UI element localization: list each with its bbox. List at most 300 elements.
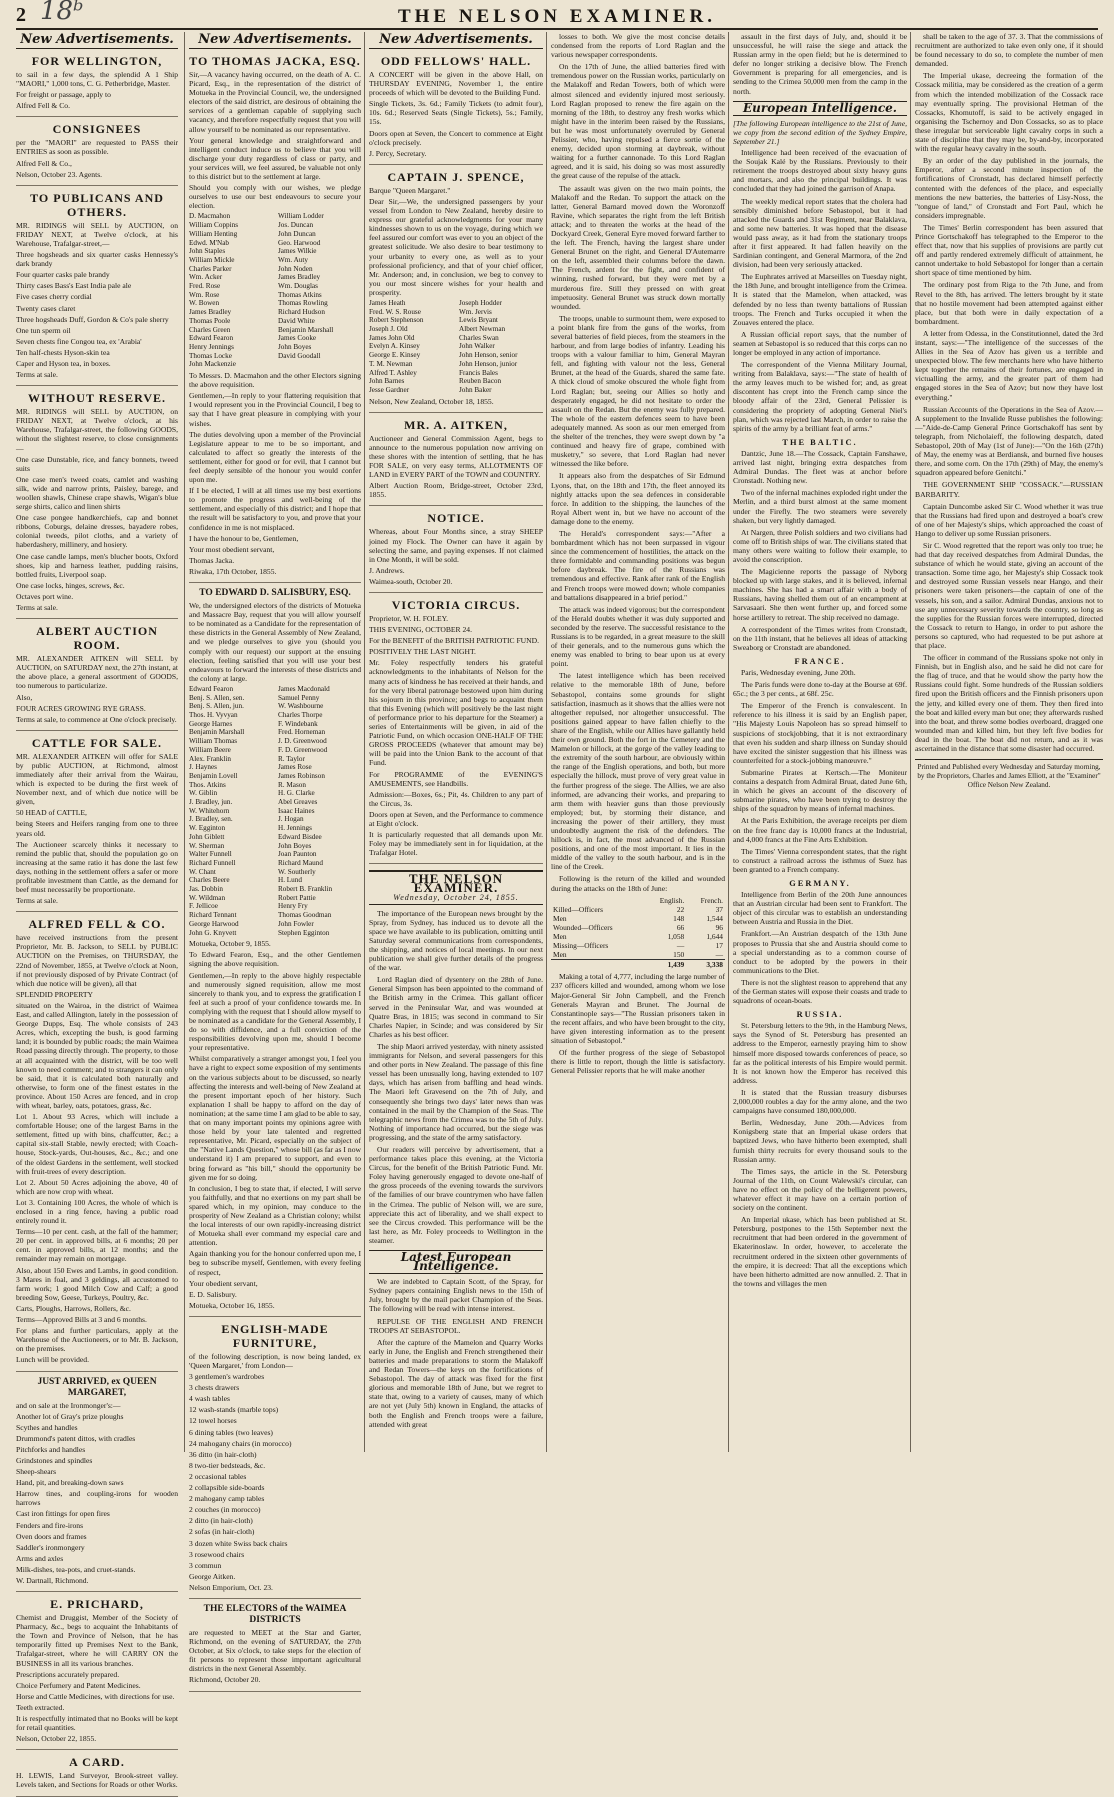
ad-line: For the BENEFIT of the BRITISH PATRIOTIC FUND. <box>369 636 540 646</box>
ad-line: per the "MAORI" are requested to PASS their ENTRIES as soon as possible. <box>16 138 178 157</box>
signatory-name: Edward Fearon <box>189 684 234 693</box>
ad-line: Teeth extracted. <box>16 1702 65 1712</box>
advertisement <box>189 1602 361 1692</box>
paragraph: A correspondent of the Times writes from Cronstadt, on the 11th instant, that he believes all ideas of attacking Sweaborg or Cronstadt are abandoned. <box>733 624 907 652</box>
casualty-total-cell: 3,338 <box>686 960 725 970</box>
paragraph: After the capture of the Mamelon and Quarry Works early in June, the English and French strengthened their batteries and made preparations to storm the Malakoff and Redan Towers—the keys on the fortifications of Sebastopol. The day of attack was fixed for the first glorious and memorable 18th of June, but we regret to state that, owing to a variety of causes, many of which are not yet (July 5th) known in England, the attacks of both the English and French troops were a failure, attended with great <box>369 1337 543 1429</box>
signatory-name: James Bradley <box>189 308 232 317</box>
ad-line: 2 ditto (in hair-cloth) <box>189 1516 253 1526</box>
paragraph: The attack was indeed vigorous; but the correspondent of the Herald doubts whether it was duly supported and seconded by the reserve. The successful resistance to the Russians is to be regarded, in a great measure to the skill of their generals, and to the numerous guns which the enemy was enabled to bring to bear upon us at every point. <box>551 604 725 669</box>
paragraph: Of the further progress of the siege of Sebastopol there is little to report, though the little is satisfactory. General Pelissier reports that he will make another <box>551 1048 725 1076</box>
ad-line: Should you comply with our wishes, we pledge ourselves to use our best endeavours to secure your election. <box>189 183 361 211</box>
ad-heading: MR. A. AITKEN, <box>404 417 508 432</box>
signatory-name: J. Bradley, sen. <box>189 815 233 824</box>
signatory-name: W. Wildman <box>189 893 226 902</box>
ad-heading: TO PUBLICANS AND OTHERS. <box>30 190 164 219</box>
advertisement <box>16 120 178 185</box>
paragraph: Paris, Wednesday evening, June 20th. <box>741 668 856 677</box>
advertisement <box>16 189 178 386</box>
war-report <box>551 32 725 893</box>
signatory-name: John Mackenzie <box>189 360 236 369</box>
ad-heading: ALBERT AUCTION ROOM. <box>36 624 158 653</box>
ad-line: Twenty cases claret <box>16 303 76 313</box>
advertisement <box>16 622 178 731</box>
signatory-name: John Duncan <box>278 229 316 238</box>
paragraph: The Times' Vienna correspondent states, that the right to construct a railroad across the isthmus of Suez has been granted to a French company. <box>733 846 907 874</box>
signatory-name: Jas. Dobbin <box>189 885 223 894</box>
paragraph: Intelligence from Berlin of the 20th June announces that an Austrian circular had been sent to Frankfort. The object of this circular was to establish an understanding between Austria and Russia in the Diet. <box>733 890 907 927</box>
ad-line: Harrow tines, and coupling-irons for wooden harrows <box>16 1489 178 1508</box>
ad-line: 2 mahogany camp tables <box>189 1494 265 1504</box>
casualty-cell: — <box>676 941 685 951</box>
signatory-name: George E. Kinsey <box>369 351 421 360</box>
ad-line: One case Dunstable, rice, and fancy bonnets, tweed suits <box>16 454 178 473</box>
ad-line: Fenders and fire-irons <box>16 1520 84 1530</box>
paragraph: On the 17th of June, the allied batteries fired with tremendous power on the Russian works, particularly on the Malakoff and Redan Towers, both of which were almost silenced and evidently injured most seriously. Lord Raglan proposed to renew the fire again on the morning of the 18th, to destroy any fresh works which might have in the interim been raised by the Russians, but he was most unfortunately overruled by General Pelissier, who, having repulsed a fierce sortie of the enemy, decided upon storming at daybreak, without waiting for a further cannonade. To this Lord Raglan agreed, and it is said, his doing so was most assuredly the great cause of the repulse of the attack. <box>551 62 725 181</box>
ad-line: Horse and Cattle Medicines, with directions for use. <box>16 1691 175 1701</box>
advertisement <box>16 389 178 619</box>
paragraph: At Nargen, three Polish soldiers and two civilians had come off to British ships of war. The civilians stated that many others were waiting to follow their example, to avoid the conscription. <box>733 527 907 564</box>
ad-line: 2 collapsible side-boards <box>189 1483 265 1493</box>
paragraph: A Russian official report says, that the number of seamen at Sebastopol is so reduced that this corps can no longer be employed in any action of importance. <box>733 329 907 357</box>
casualty-row <box>551 905 725 914</box>
european-body <box>733 148 907 433</box>
germany-body <box>733 890 907 1005</box>
signatory-name: John Walker <box>459 342 495 351</box>
section-heading-germany: GERMANY. <box>789 878 851 888</box>
signatory-name: Richard Tennant <box>189 911 237 920</box>
signatory-name: Wm. Acker <box>189 273 223 282</box>
paragraph: Sir C. Wood regretted that the report was only too true; he had that day received despatches from Admiral Dundas, the substance of which he would state, giving an account of the transaction. Some time ago, her Majesty's ship Cossack took and destroyed some Russian vessels near Hango, and their prisoners were taken prisoners—the captain of one of the vessels, his son, and a sailor. Admiral Dundas, anxious not to use any unnecessary severity towards the country, so long as the supplies for the Russian forces were interrupted, directed the Cossack to return to Hango, in order to put ashore the persons so captured, who had requested to be put ashore at that place. <box>915 540 1103 650</box>
column-heading: New Advertisements. <box>189 32 361 49</box>
casualty-header-cell: French. <box>700 895 723 905</box>
ad-line: Thomas Jacka. <box>189 555 235 565</box>
ad-line: are requested to MEET at the Star and Garter, Richmond, on the evening of SATURDAY, the 27th October, at Six o'clock, to take steps for the election of fit persons to represent those important agricultural districts in the next General Assembly. <box>189 1627 361 1674</box>
signatory-name: Henry Fry <box>278 902 308 911</box>
casualty-cell: 66 <box>676 922 685 932</box>
paragraph: The officer in command of the Russians spoke not only in Finnish, but in English also, and he said he did not care for the flag of truce, and that he would show the party how the Russians could fight. Some hundreds of the Russian soldiers fired upon the British officers and the Finnish prisoners upon the jetty, and killed every one of them. They then fired into the boat and killed every man but one; they afterwards rushed into the boat, and threw some bodies overboard, dragged one wounded man and killed him, but they left five bodies for dead in the boat. The boat did not return, and as it was ascertained in the distance that some disaster had occurred. <box>915 653 1103 754</box>
paragraph: At the Paris Exhibition, the average receipts per diem on the free franc day is 10,000 francs at the Industrial, and 4,000 francs at the Fine Arts Exhibition. <box>733 816 907 844</box>
imprint-footer: Printed and Published every Wednesday and Saturday morning, by the Proprietors, Charles and James Elliott, at the "Examiner" Office Nelson New Zealand. <box>915 759 1103 789</box>
ad-heading: ALFRED FELL & CO. <box>28 917 166 932</box>
ad-line: Pitchforks and handles <box>16 1444 86 1454</box>
ad-line: 12 wash-stands (marble tops) <box>189 1405 279 1415</box>
paragraph: THE GOVERNMENT SHIP "COSSACK."—RUSSIAN BARBARITY. <box>915 480 1103 499</box>
advertisement <box>16 915 178 1371</box>
ad-line: George Aitken. <box>189 1571 236 1581</box>
ad-heading: TO EDWARD D. SALISBURY, ESQ. <box>199 588 351 599</box>
ad-line: 36 ditto (in hair-cloth) <box>189 1449 257 1459</box>
signatory-name: William Coppins <box>189 221 239 230</box>
signatory-name: Alfred T. Ashley <box>369 368 417 377</box>
signatory-name: Jos. Duncan <box>278 221 314 230</box>
paragraph: Making a total of 4,777, including the large number of 237 officers killed and wounded, among whom we lose Major-General Sir John Campbell, and the French Generals Mayran and Brunet. The Journal de Constantinople says—"The Russian prisoners taken in the recent affairs, and who have been brought to the city, have given interesting information as to the present situation of Sebastopol." <box>551 972 725 1046</box>
paragraph: A letter from Odessa, in the Constitutionnel, dated the 3rd instant, says:—"The intelligence of the successes of the Allies in the Sea of Azov has given us a terrible and unexpected blow. The few merchants here who have hitherto kept together the remains of their fortunes, are engaged in victualling the army, and the greater part of them had engaged stores in the Sea of Azov; but now they have lost everything." <box>915 328 1103 402</box>
signatory-name: F. Jellicoe <box>189 902 218 911</box>
ad-heading: TO THOMAS JACKA, ESQ. <box>189 54 361 68</box>
column-heading: New Advertisements. <box>16 32 178 49</box>
ad-line: The duties devolving upon a member of the Provincial Legislature appear to me to be so important, and calculated to affect so greatly the interests of the settlement, either for good or for evil, that I cannot but feel deeply sensible of the honour you would confer upon me. <box>189 429 361 485</box>
advertisement <box>369 416 543 507</box>
signatory-name: F. D. Greenwood <box>278 745 328 754</box>
signatory-name: Wm. Auty <box>278 255 308 264</box>
ad-heading: ENGLISH-MADE FURNITURE, <box>221 1321 329 1350</box>
signatory-name: Thomas Poole <box>189 316 231 325</box>
signatory-name: Charles Parker <box>189 264 232 273</box>
ad-line: Nelson, October 23. Agents. <box>16 169 103 179</box>
casualty-total-row <box>551 960 725 970</box>
signatory-name: Richard Funnell <box>189 858 236 867</box>
signatory-name: John Boyes <box>278 342 312 351</box>
ad-line: Lunch will be provided. <box>16 1355 89 1365</box>
ad-line: Lot 2. About 50 Acres adjoining the above, 40 of which are now crop with wheat. <box>16 1177 178 1196</box>
casualty-cell: Wounded—Officers <box>553 922 613 932</box>
signatory-name: James Rose <box>278 763 312 772</box>
signatory-name: J. Hogan <box>278 815 304 824</box>
ad-line: Chemist and Druggist, Member of the Society of Pharmacy, &c., begs to acquaint the Inhabitants of the Town and Province of Nelson, that he has temporarily fitted up Premises Next to the Bank, Trafalgar-street, where he will CARRY ON the BUSINESS in all its various branches. <box>16 1613 178 1668</box>
ad-line: have received instructions from the present Proprietor, Mr. B. Jackson, to SELL by PUBLIC AUCTION on the Premises, on THURSDAY, the 22nd of November, 1855, at Twelve o'clock at Noon, if not previously disposed of by Private Contract (of which due notice will be given), all that <box>16 933 178 988</box>
signatory-name: Fred. Horneman <box>278 728 326 737</box>
ad-line: Barque "Queen Margaret." <box>369 185 451 195</box>
signatory-name: Thos. Atkins <box>189 780 226 789</box>
paragraph: The correspondent of the Vienna Military Journal, writing from Balaklava, says:—"The state of health of the army leaves much to be wished for; and, as great discontent has crept into the French camp since the bloody affair of the 23rd, General Pelissier is considering the propriety of adopting General Niel's plan, which was rejected last March, in order to raise the spirits of the army by a brilliant feat of arms." <box>733 360 907 433</box>
signatory-name: James Macdonald <box>278 684 330 693</box>
ad-line: Motueka, October 9, 1855. <box>189 939 271 949</box>
paragraph: The ship Maori arrived yesterday, with ninety assisted immigrants for Nelson, and several passengers for this and other ports in New Zealand. The passage of this fine vessel has been unusually long, having extended to 107 days, which has arisen from baffling and head winds. The Maori left Gravesend on the 7th of July, and consequently she brings two days' later news than was contained in the mail by the Champion of the Seas. The telegraphic news from the Crimea was to the 5th of July. Nothing of importance had occurred, but the siege was progressing, and the state of the army satisfactory. <box>369 1041 543 1142</box>
signatory-name: William Henting <box>189 229 238 238</box>
casualty-cell: Men <box>553 950 567 960</box>
signatory-name: Charles Beere <box>189 876 230 885</box>
ad-line: Terms—Approved Bills at 3 and 6 months. <box>16 1315 147 1325</box>
ad-heading: FOR WELLINGTON, <box>31 54 163 68</box>
ad-line: Grindstones and spindles <box>16 1455 93 1465</box>
ad-line: being Steers and Heifers ranging from one to three years old. <box>16 819 178 838</box>
paragraph: Following is the return of the killed and wounded during the attacks on the 18th of June: <box>551 874 725 893</box>
ad-line: Drummond's patent dittos, with cradles <box>16 1433 136 1443</box>
ad-line: If I be elected, I will at all times use my best exertions to promote the progress and well-being of the settlement, and especially of this district; and I hope that the result will be satisfactory to you, and prove that your confidence in me is not misplaced. <box>189 486 361 532</box>
paragraph: Lord Raglan died of dysentery on the 28th of June. General Simpson has been appointed to the command of the British army in the Crimea. This gallant officer served in the Peninsular War, and was wounded at Quatre Bras, in 1815; was second in command to Sir Charles Napier, in Scinde; and was considered by Sir Charles as his best officer. <box>369 975 543 1039</box>
ad-line: Terms at sale, to commence at One o'clock precisely. <box>16 714 177 724</box>
ad-line: To Edward Fearon, Esq., and the other Gentlemen signing the above requisition. <box>189 950 361 969</box>
ad-line: Three hogsheads and six quarter casks Hennessy's dark brandy <box>16 250 178 269</box>
signatory-name: Francis Bales <box>459 368 498 377</box>
ad-line: To Messrs. D. Macmahon and the other Electors signing the above requisition. <box>189 371 361 390</box>
ad-line: One case candle lamps, men's blucher boots, Oxford shoes, kip and harness leather, pudding raisins, bottled fruits, Liverpool soap. <box>16 551 178 579</box>
signatory-name: James Heath <box>369 298 406 307</box>
signatory-name: Evelyn A. Kinsey <box>369 342 420 351</box>
ad-line: H. LEWIS, Land Surveyor, Brook-street valley. Levels taken, and Sections for Roads or other Works. <box>16 1771 178 1790</box>
ad-heading: E. PRICHARD, <box>50 1597 144 1612</box>
ad-heading: THE ELECTORS of the WAIMEA DISTRICTS <box>203 1603 347 1625</box>
paragraph: The latest intelligence which has been received relative to the memorable 18th of June, before Sebastopol, contains some grounds for slight satisfaction, inasmuch as it shows that the allies were not altogether repulsed, nor altogether unsuccessful. The positions gained appear to have fallen chiefly to the share of the English, while our Allies have gallantly held their own ground. Both the fort in the Cemetery and the Mamelon or hillock, at the gorge of the valley leading to the extremity of the south harbour, are obviously within the range of the English operations, and both, but more especially the hillock, must prove of very great value in the further progress of the siege. The Allies, we are also informed, are advancing their works, and preparing to arm them with heavier guns than those previously employed; but, by storming their distance, and increasing the power of their artillery, they must undoubtedly augment the risk of the defenders. The hillock is, in fact, the most advanced of the Russian positions, and one of the most important. It lies in the middle of the valley to the south harbour, and is in the line of the Creek. <box>551 671 725 872</box>
ad-line: Sheep-shears <box>16 1467 57 1477</box>
ad-line: It is respectfully intimated that no Books will be kept for retail quantities. <box>16 1714 178 1733</box>
ad-line: Doors open at Seven, the Concert to commence at Eight o'clock precisely. <box>369 128 543 147</box>
ad-line: MR. RIDINGS will SELL by AUCTION, on FRIDAY NEXT, at Twelve o'clock, at his Warehouse, Trafalgar-street,— <box>16 220 178 248</box>
paragraph: The ordinary post from Riga to the 7th June, and from Revel to the 8th, has arrived. The letters brought by it state that no hostile movement had been attempted against either place, but that both were in daily expectation of a bombardment. <box>915 280 1103 326</box>
ad-heading: ODD FELLOWS' HALL. <box>380 54 532 68</box>
paragraph: Russian Accounts of the Operations in the Sea of Azov.—A supplement to the Invalide Russe publishes the following:—"Aide-de-Camp General Prince Gortschakoff has sent by telegraph, from Nicholaieff, the following despatch, dated Sebastopol, 20th of May (1st of June):—"On the 16th (27th) of May, the enemy was at Berdiansk, and burned five houses there, and some corn. On the 17th (29th) of May, the enemy's squadron appeared before Genitchi." <box>915 404 1103 478</box>
ad-line: 4 wash tables <box>189 1394 230 1404</box>
signatory-name: Wm. Jervis <box>459 307 492 316</box>
paragraph: The Magicienne reports the passage of Nyborg blocked up with large stakes, and it is believed, infernal machines. She has had a smart affair with a body of Russians, having shelled them out of an encampment at Sarvasaari. She then went further up, and forced some horse artillery to retreat. The ship received no damage. <box>733 567 907 622</box>
ad-line: Lot 3. Containing 100 Acres, the whole of which is enclosed in a ring fence, having a public road entirely round it. <box>16 1197 178 1226</box>
ad-line: Choice Perfumery and Patent Medicines. <box>16 1680 141 1690</box>
ad-line: Dear Sir,—We, the undersigned passengers by your vessel from London to New Zealand, hereby desire to express our grateful acknowledgments for your many kindnesses shown to us on the voyage, during which we feel assured our comfort was ever to you an object of the greatest solicitude. We also desire to bear testimony to your urbanity to every one, as well as to your professional proficiency, and that of your chief officer, Mr. Anderson; and, in conclusion, we beg to convey to you our most sincere wishes for your health and prosperity. <box>369 196 543 297</box>
ad-line: MR. RIDINGS will SELL by AUCTION, on FRIDAY NEXT, at Twelve o'clock, at his Warehouse, Trafalgar-street, the following GOODS, without the slightest reserve, to close consignments— <box>16 407 178 453</box>
ad-line: Hand, pit, and breaking-down saws <box>16 1478 124 1488</box>
ad-line: Nelson, October 22, 1855. <box>16 1734 97 1744</box>
baltic-body <box>733 449 907 652</box>
ad-line: Nelson, New Zealand, October 18, 1855. <box>369 396 494 406</box>
war-report-continued <box>551 972 725 1075</box>
casualty-cell: 150 <box>673 950 685 960</box>
ad-line: Another lot of Gray's prize ploughs <box>16 1411 124 1421</box>
casualty-header-cell: English. <box>659 895 685 905</box>
ad-line: E. D. Salisbury. <box>189 1289 237 1299</box>
ad-heading: WITHOUT RESERVE. <box>27 391 167 406</box>
paragraph: The Imperial ukase, decreeing the formation of the Cossack militia, may be considered as the creation of a germ from which the intended mobilization of the Cossack race may eventually spring. The provisional Hetman of the Cossacks, Khomutoff, is said to be actively engaged in organising the Tschernoy and Don Cossacks, so as to place these irregular but serviceable light cavalry corps in such a state of discipline that they may be, by-and-by, incorporated with the regular heavy cavalry in the south. <box>915 71 1103 154</box>
paragraph: An Imperial ukase, which has been published at St. Petersburg, postpones to the 15th September next the recruitment that had been ordered in the government of Ekaterinoslaw. In order, however, to accelerate the recruitment ordered in the sixteen other governments of the empire, it is decreed: That all the exceptions which have been hitherto admitted are now annulled. 2. That in the towns and villages the men <box>733 1215 907 1288</box>
signatory-name: George Harnes <box>189 719 233 728</box>
ad-line: Your general knowledge and straightforward and intelligent conduct induce us to believe that you will discharge your duty regardless of class or party, and your services will, we feel assured, be valuable not only to this district but to the settlement at large. <box>189 135 361 182</box>
signatory-name: James Cooke <box>278 334 317 343</box>
signatory-name: William Lodder <box>278 212 324 221</box>
signatory-name: Robert B. Franklin <box>278 885 333 894</box>
ad-line: Terms at sale. <box>16 370 58 380</box>
paragraph: By an order of the day published in the journals, the Emperor, after a second minute inspection of the fortifications of Cronstadt, has declared himself perfectly contented with the defences of the place, and especially mentions the new batteries, the batteries of Lisy-Noss, the "tongue of land," of Cronstadt and Fort Paul, which he considers impregnable. <box>915 156 1103 220</box>
advertisement <box>189 586 361 1317</box>
ad-line: Octaves port wine. <box>16 591 74 601</box>
ad-line: We, the undersigned electors of the districts of Motueka and Massacre Bay, request that you will allow yourself to be nominated as a Candidate for the representation of these districts in the General Assembly of New Zealand, and we pledge ourselves to give you (should you comply with our request) our support at the ensuing election, feeling satisfied that you will use your best endeavours to forward the interests of these districts and the colony at large. <box>189 601 361 683</box>
russia-body <box>733 1021 907 1288</box>
ad-line: One case pongee handkerchiefs, cap and bonnet ribbons, Coburgs, delaine dresses, bayadere robes, colonial tweeds, pilot cloths, and a variety of haberdashery, millinery, and hosiery. <box>16 513 178 550</box>
casualty-row <box>551 932 725 941</box>
paragraph: The assault was given on the two main points, the Malakoff and the Redan. To support the attack on the latter, General Barnard moved down the Woronzoff Ravine, which separates the right from the left British attack; and to threaten the works at the head of the Dockyard Creek, General Eyre moved forward farther to the left. The French, having the largest share under General Brunet on the right, and General D'Autemarre on the left, assembled their columns before the dawn. The French, ardent for the fight, and confident of winning, rushed forward, but they were met by a murderous fire. Still they pressed on with great impetuosity. General Brunet was struck down mortally wounded. <box>551 183 725 311</box>
advertisement <box>16 1375 178 1593</box>
signatory-name: R. Mason <box>278 780 306 789</box>
signatory-name: Richard Hudson <box>278 308 325 317</box>
ad-line: Terms at sale. <box>16 896 58 906</box>
signatory-name: J. Haynes <box>189 763 217 772</box>
signatory-name: R. Taylor <box>278 754 305 763</box>
ad-line: 3 gentlemen's wardrobes <box>189 1372 265 1382</box>
signatory-name: David White <box>278 316 315 325</box>
intro-paragraphs <box>733 32 907 96</box>
signatory-name: Isaac Haines <box>278 806 315 815</box>
ad-line: Oven doors and frames <box>16 1531 87 1541</box>
paragraph: St. Petersburg letters to the 9th, in the Hamburg News, says the Synod of St. Petersburg has presented an address to the Emperor, earnestly praying him to show himself more disposed towards conferences of peace, so far as the political interests of his Empire would permit. It is not known how the Emperor has received this address. <box>733 1021 907 1085</box>
ad-line: Also, <box>16 692 33 702</box>
signatory-name: J. Bradley, jun. <box>189 798 233 807</box>
signatory-name: John Baker <box>459 386 492 394</box>
casualty-cell: 22 <box>676 904 685 914</box>
paragraph: The troops, unable to surmount them, were exposed to a point blank fire from the guns of the works, from several batteries of field pieces, from the steamers in the harbour, and from large bodies of infantry. Leading his troops with a valour familiar to him, General Mayran fell, and fighting with valour not the less, General Brunet, at the head of the Guards, shared the same fate. A thick cloud of smoke obscured the whole fight from Lord Raglan; but, seeing our Allies so hotly and desperately engaged, he did not hesitate to order the assault on the Redan. But the enemy was fully prepared. The whole of the eastern defences seem to have been adequately manned. As soon as our men emerged from the shelter of the trenches, they were swept down by "a continued and heavy fire of grape, combined with musketry," so severe, that Lord Raglan had never witnessed the like before. <box>551 313 725 469</box>
ad-line: Doors open at Seven, and the Performance to commence at Eight o'clock. <box>369 809 543 828</box>
ad-line: The Auctioneer scarcely thinks it necessary to remind the public that, should the population go on increasing at the same ratio it has done the last few days, nothing in the settlement offers a safer or more profitable investment than Cattle, as the demand for beef must necessarily be proportionate. <box>16 839 178 895</box>
signatory-name: Geo. Harwood <box>278 238 321 247</box>
ad-line: Scythes and handles <box>16 1422 78 1432</box>
ad-line: THIS EVENING, OCTOBER 24. <box>369 625 473 635</box>
advertisement <box>16 734 178 913</box>
ad-line: Proprietor, W. H. FOLEY. <box>369 614 449 624</box>
paragraph: The Times says, the article in the St. Petersburg Journal of the 11th, on Count Walewski's circular, can have no effect on the policy of the belligerent powers, whatever effect it may have on a certain portion of society on the continent. <box>733 1166 907 1213</box>
signatory-name: H. Jennings <box>278 824 312 833</box>
ad-line: Five cases cherry cordial <box>16 292 92 302</box>
section-heading-european: European Intelligence. <box>733 101 907 116</box>
ad-line: Milk-dishes, tea-pots, and cruet-stands. <box>16 1564 136 1574</box>
casualty-row <box>551 950 725 960</box>
ad-line: One tun sperm oil <box>16 325 71 335</box>
signatory-name: Charles Thorpe <box>278 710 323 719</box>
editorial-title: THE NELSON EXAMINER. <box>408 871 504 896</box>
signatory-name: Charles Green <box>189 325 231 334</box>
paragraph: It is stated that the Russian treasury disburses 2,000,000 roubles a day for the army alone, and the two campaigns have consumed 180,000,000. <box>733 1087 907 1116</box>
signatory-name: Benj. S. Allen, jun. <box>189 702 244 711</box>
ad-line: 2 sofas (in hair-cloth) <box>189 1527 255 1537</box>
signatory-name: Joan Paunton <box>278 850 317 859</box>
paragraph: The Herald's correspondent says:—"After a bombardment which has not been surpassed in vigour since the commencement of hostilities, the attack on the three formidable and commanding positions was begun before daybreak. The fire of the Russians was tremendous and effective. Rank after rank of the English and French troops were mowed down; whole companies and battalions disappeared in a brief period." <box>551 528 725 602</box>
ad-line: MR. ALEXANDER AITKEN will offer for SALE by public AUCTION, at Richmond, almost immediately after their arrival from the Wairau, which is expected to be during the first week of November next, and of which due notice will be given, <box>16 751 178 807</box>
signatory-name: William Mickle <box>189 255 235 264</box>
paragraph: The Paris funds were done to-day at the Bourse at 69f. 65c.; the 3 per cents., at 68f. 25c. <box>733 680 907 699</box>
advertisement <box>16 52 178 117</box>
signatory-name: W. Southerly <box>278 867 316 876</box>
advertisement <box>369 596 543 864</box>
paragraph: The weekly medical report states that the cholera had sensibly diminished before Sebastopol, but it had attacked the Guards and 31st Regiment, near Balaklava, and some new batteries. It was hoped that the disease would pass away, as it had from the stationary troops after it first appeared. It had fallen heavily on the Sardinian contingent, and General Marmora, of the 2nd division, had been very seriously attacked. <box>733 196 907 270</box>
ad-line: 12 towel horses <box>189 1416 237 1426</box>
signatory-name: Richard Maund <box>278 858 323 867</box>
ad-line: Nelson Emporium, Oct. 23. <box>189 1582 273 1592</box>
signatory-name: William Thomas <box>189 737 238 746</box>
ad-line: Waimea-south, October 20. <box>369 576 453 586</box>
signatory-list <box>369 299 543 395</box>
signatory-name: James Bradley <box>278 273 321 282</box>
signatory-name: D. Macmahon <box>189 212 231 221</box>
signatory-name: Albert Newman <box>459 325 506 334</box>
advertisement <box>16 1753 178 1796</box>
advertisement <box>16 1595 178 1750</box>
signatory-list <box>189 212 361 369</box>
ad-line: Your obedient servant, <box>189 1278 258 1288</box>
advertisement <box>189 52 361 583</box>
signatory-name: Edward Bisdee <box>278 832 322 841</box>
ad-line: 3 chests drawers <box>189 1383 240 1393</box>
signatory-name: Alex. Franklin <box>189 754 231 763</box>
casualty-cell: Missing—Officers <box>553 941 609 951</box>
russia-continued <box>915 32 1103 753</box>
ad-line: Ten half-chests Hyson-skin tea <box>16 347 110 357</box>
signatory-name: Robert Stephenson <box>369 316 424 325</box>
paragraph: shall be taken to the age of 37. 3. That the commissions of recruitment are authorized to take even only one, if it should be found necessary to do so, to complete the number of men demanded. <box>915 32 1103 69</box>
ad-line: Alfred Fell & Co. <box>16 101 70 111</box>
column-5 <box>728 32 907 1452</box>
signatory-name: Benj. S. Allen, sen. <box>189 693 245 702</box>
page-number: 2 <box>16 4 26 26</box>
casualty-table <box>551 896 725 970</box>
european-intro: [The following European intelligence to the 21st of June, we copy from the second edition of the Sydney Empire, September 21.] <box>733 118 907 146</box>
signatory-name: Stephen Egginton <box>278 928 330 937</box>
ad-line: 24 mahogany chairs (in morocco) <box>189 1438 292 1448</box>
ad-line: It is particularly requested that all demands upon Mr. Foley may be immediately sent in for liquidation, at the Trafalgar Hotel. <box>369 830 543 858</box>
ad-line: of the following description, is now being landed, ex 'Queen Margaret,' from London— <box>189 1351 361 1371</box>
ad-line: to sail in a few days, the splendid A 1 Ship "MAORI," 1,000 tons, C. G. Petherbridge, Master. <box>16 70 178 89</box>
ad-line: Prescriptions accurately prepared. <box>16 1669 120 1679</box>
paragraph: Berlin, Wednesday, June 20th.—Advices from Konigsberg state that an Imperial ukase orders that baptized Jews, who have hitherto been exempted, shall furnish thirty recruits for every thousand souls to the Russian army. <box>733 1118 907 1164</box>
ad-heading: NOTICE. <box>427 511 485 526</box>
signatory-name: Thomas Goodman <box>278 911 332 920</box>
signatory-name: Lewis Bryant <box>459 316 498 325</box>
masthead-title: THE NELSON EXAMINER. <box>397 6 717 27</box>
latest-body <box>369 1277 543 1429</box>
casualty-total-cell <box>551 960 644 970</box>
paragraph: Submarine Pirates at Kertsch.—The Moniteur contains a despatch from Admiral Bruat, dated June 6th, in which he gives an account of the discovery of submarine pirates, who have been trying to destroy the ships of the squadron by means of infernal machines. <box>733 767 907 814</box>
signatory-name: Wm. Douglas <box>278 282 318 291</box>
editorial-heading <box>369 870 543 904</box>
paragraph: REPULSE OF THE ENGLISH AND FRENCH TROOPS AT SEBASTOPOL. <box>369 1316 543 1335</box>
signatory-name: James John Old <box>369 333 415 342</box>
ad-line: and on sale at the Ironmonger's:— <box>16 1400 121 1410</box>
ad-line: POSITIVELY THE LAST NIGHT. <box>369 647 476 657</box>
ad-line: Also, about 150 Ewes and Lambs, in good condition. 3 Mares in foal, and 3 geldings, all accustomed to farm work; 1 good Milch Cow and Calf; a good breeding Sow, Geese, Turkeys, Poultry, &c. <box>16 1265 178 1302</box>
signatory-name: Thos. H. Vyvyan <box>189 710 238 719</box>
signatory-name: Reuben Bacon <box>459 377 502 386</box>
ad-line: Mr. Foley respectfully tenders his grateful acknowledgments to the inhabitants of Nelson for the many acts of kindness he has received at their hands, and for the very liberal patronage bestowed upon him during his sojourn in this province; and begs to acquaint them that this Evening (which will positively be the last night of performance prior to his departure for the Steamer) a series of Entertainments will be given, in aid of the Patriotic Fund, on which occasion ONE-HALF OF THE GROSS PROCEEDS (whatever that amount may be) will be paid into the Union Bank to the account of that Fund. <box>369 658 543 768</box>
ad-line: Seven chests fine Congou tea, ex 'Arabia' <box>16 336 142 346</box>
ad-line: Auctioneer and General Commission Agent, begs to announce to the numerous population now arriving on these shores with the intention of settling, that he has FOR SALE, on very easy terms, ALLOTMENTS OF LAND in EVERY PART of the TOWN and COUNTRY. <box>369 433 543 480</box>
ad-line: Gentlemen,—In reply to the above highly respectable and numerously signed requisition, allow me most sincerely to thank you, and to express the gratification I feel at such a proof of your confidence towards me. In complying with the request that I should allow myself to be nominated as a candidate for the General Assembly, I do so with diffidence, and a full conviction of the responsibilities devolving upon me, should I become your representative. <box>189 970 361 1053</box>
casualty-header-row <box>551 896 725 905</box>
ad-line: Saddler's ironmongery <box>16 1542 85 1552</box>
ad-line: In conclusion, I beg to state that, if elected, I will serve you faithfully, and that no exertions on my part shall be spared which, in my opinion, may conduce to the prosperity of New Zealand as a Christian colony; whilst the local interests of our own rapidly-increasing district of Motueka shall ever command my especial care and attention. <box>189 1183 361 1248</box>
signatory-name: John Boyes <box>278 841 312 850</box>
paragraph: It appears also from the despatches of Sir Edmund Lyons, that, on the 18th and 17th, the fleet annoyed its nightly attacks upon the sea defences in considerable force. In addition to the shipping, the launches of the Royal Albert went in, but we have no account of the damage done to the enemy. <box>551 471 725 526</box>
ad-heading: CONSIGNEES <box>52 122 142 137</box>
ad-line: 3 commun <box>189 1560 222 1570</box>
signatory-name: Joseph Hodder <box>459 298 502 307</box>
column-heading: New Advertisements. <box>369 32 543 49</box>
ad-line: Whereas, about Four Months since, a stray SHEEP joined my Flock. The Owner can have it again by selecting the same, and paying expenses. If not claimed in One Month, it will be sold. <box>369 527 543 564</box>
signatory-name: H. G. Clarke <box>278 789 315 798</box>
ad-line: Terms—10 per cent. cash, at the fall of the hammer; 20 per cent. in approved bills, at 6 months; 20 per cent. in approved bills, at 12 months; and the remainder may remain on mortgage. <box>16 1227 178 1264</box>
paragraph: The Euphrates arrived at Marseilles on Tuesday night, the 18th June, and brought intelligence from the Crimea. It is stated that the Mamelon, when attacked, was defended by no less than twenty battalions of Russian troops. The French and Turks occupied it when the Zouaves entered the place. <box>733 272 907 327</box>
ad-line: Again thanking you for the honour conferred upon me, I beg to subscribe myself, Gentlemen, with every feeling of respect, <box>189 1249 361 1277</box>
advertisement <box>189 1320 361 1599</box>
casualty-cell: 1,644 <box>706 932 723 941</box>
signatory-name: J. D. Greenwood <box>278 737 327 746</box>
signatory-name: Robert Pattie <box>278 893 316 902</box>
casualty-header-cell <box>551 896 644 905</box>
ad-heading: A CARD. <box>69 1755 125 1770</box>
signatory-name: H. Lund <box>278 876 302 885</box>
casualty-cell: 148 <box>673 913 685 923</box>
ad-line: Motueka, October 16, 1855. <box>189 1300 275 1310</box>
signatory-name: Fred. Rose <box>189 282 221 291</box>
ad-line: Richmond, October 20. <box>189 1675 261 1685</box>
signatory-name: George Harwood <box>189 919 239 928</box>
signatory-name: Joseph J. Old <box>369 325 408 334</box>
signatory-name: James Robinson <box>278 771 325 780</box>
ad-line: 6 dining tables (two leaves) <box>189 1427 273 1437</box>
paragraph: Two of the infernal machines exploded right under the Merlin, and a third burst almost at the same moment under the Firefly. The two steamers were severely shaken, but very lightly damaged. <box>733 488 907 525</box>
section-heading-france: FRANCE. <box>794 656 846 666</box>
paragraph: assault in the first days of July, and, should it be unsuccessful, he will raise the siege and attack the Russian army in the open field; but he is determined to defer no longer striking a decisive blow. The French Government is preparing for all emergencies, and is sending to the Crimea 50,000 men from the camp in the north. <box>733 32 907 96</box>
paragraph: Intelligence had been received of the evacuation of the Soujak Kalé by the Russians. Previously to their retirement the troops destroyed about sixty heavy guns and mortars, and also the principal buildings. It was concluded that they had joined the garrison of Anapa. <box>733 148 907 194</box>
ad-line: Carts, Ploughs, Harrows, Rollers, &c. <box>16 1303 131 1313</box>
casualty-cell: Men <box>553 913 567 923</box>
ad-line: Alfred Fell & Co., <box>16 158 72 168</box>
signatory-name: Edward Fearon <box>189 334 234 343</box>
